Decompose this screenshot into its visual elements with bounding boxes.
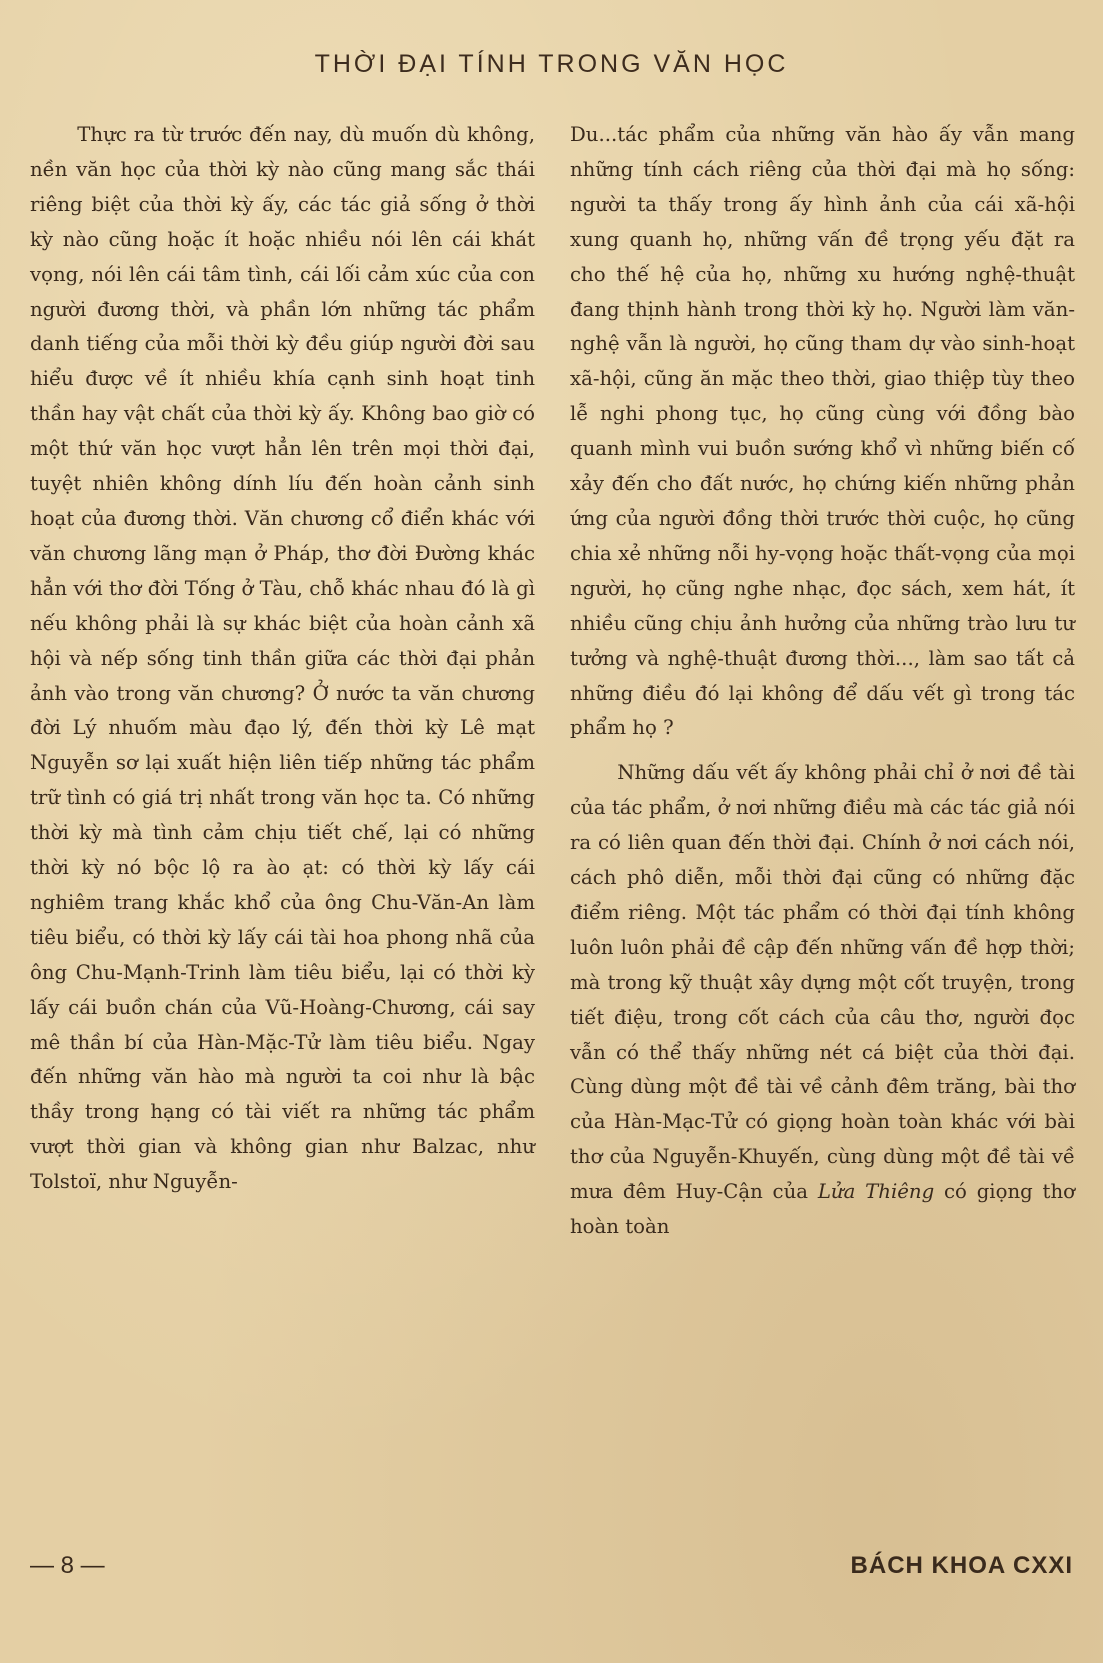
- running-header: THỜI ĐẠI TÍNH TRONG VĂN HỌC: [314, 50, 789, 78]
- page-number: — 8 —: [30, 1552, 105, 1579]
- paragraph: [570, 756, 1075, 1245]
- paragraph: Du...tác phẩm của những văn hào ấy vẫn mang những tính cách riêng của thời đại mà họ sống: người ta thấy trong ấy hình ảnh của cái xã-hội xung quanh họ, những vấn đề trọng yếu đặt ra cho thế hệ của họ, những xu hướng nghệ-thuật đang thịnh hành trong thời kỳ họ. Người làm văn-nghệ vẫn là người, họ cũng tham dự vào sinh-hoạt xã-hội, cũng ăn mặc theo thời, giao thiệp tùy theo lễ nghi phong tục, họ cũng cùng với đồng bào quanh mình vui buồn sướng khổ vì những biến cố xảy đến cho đất nước, họ chứng kiến những phản ứng của người đồng thời trước thời cuộc, họ cũng chia xẻ những nỗi hy-vọng hoặc thất-vọng của mọi người, họ cũng nghe nhạc, đọc sách, xem hát, ít nhiều cũng chịu ảnh hưởng của những trào lưu tư tưởng và nghệ-thuật đương thời..., làm sao tất cả những điều đó lại không để dấu vết gì trong tác phẩm họ ?: [570, 123, 1075, 740]
- paragraph: Thực ra từ trước đến nay, dù muốn dù không, nền văn học của thời kỳ nào cũng mang sắc thái riêng biệt của thời kỳ ấy, các tác giả sống ở thời kỳ nào cũng hoặc ít hoặc nhiều nói lên cái khát vọng, nói lên cái tâm tình, cái lối cảm xúc của con người đương thời, và phần lớn những tác phẩm danh tiếng của mỗi thời kỳ đều giúp người đời sau hiểu được về ít nhiều khía cạnh sinh hoạt tinh thần hay vật chất của thời kỳ ấy. Không bao giờ có một thứ văn học vượt hẳn lên trên mọi thời đại, tuyệt nhiên không dính líu đến hoàn cảnh sinh hoạt của đương thời. Văn chương cổ điển khác với văn chương lãng mạn ở Pháp, thơ đời Đường khác hẳn với thơ đời Tống ở Tàu, chỗ khác nhau đó là gì nếu không phải là sự khác biệt của hoàn cảnh xã hội và nếp sống tinh thần giữa các thời đại phản ảnh vào trong văn chương? Ở nước ta văn chương đời Lý nhuốm màu đạo lý, đến thời kỳ Lê mạt Nguyễn sơ lại xuất hiện liên tiếp những tác phẩm trữ tình có giá trị nhất trong văn học ta. Có những thời kỳ mà tình cảm chịu tiết chế, lại có những thời kỳ nó bộc lộ ra ào ạt: có thời kỳ lấy cái nghiêm trang khắc khổ của ông Chu-Văn-An làm tiêu biểu, có thời kỳ lấy cái tài hoa phong nhã của ông Chu-Mạnh-Trinh làm tiêu biểu, lại có thời kỳ lấy cái buồn chán của Vũ-Hoàng-Chương, cái say mê thần bí của Hàn-Mặc-Tử làm tiêu biểu. Ngay đến những văn hào mà người ta coi như là bậc thầy trong hạng có tài viết ra những tác phẩm vượt thời gian và không gian như Balzac, như Tolstoï, như Nguyễn-: [30, 123, 535, 1194]
- book-title: Lửa Thiêng: [817, 1180, 935, 1204]
- publication-name: BÁCH KHOA CXXI: [850, 1552, 1073, 1579]
- left-column: [30, 118, 535, 1200]
- paragraph-text: Những dấu vết ấy không phải chỉ ở nơi đề tài của tác phẩm, ở nơi những điều mà các tác giả nói ra có liên quan đến thời đại. Chính ở nơi cách nói, cách phô diễn, mỗi thời đại cũng có những đặc điểm riêng. Một tác phẩm có thời đại tính không luôn luôn phải đề cập đến những vấn đề hợp thời; mà trong kỹ thuật xây dựng một cốt truyện, trong tiết điệu, trong cốt cách của câu thơ, người đọc vẫn có thể thấy những nét cá biệt của thời đại. Cùng dùng một đề tài về cảnh đêm trăng, bài thơ của Hàn-Mạc-Tử có giọng hoàn toàn khác với bài thơ của Nguyễn-Khuyến, cùng dùng một đề tài về mưa đêm Huy-Cận của: [570, 761, 1075, 1204]
- right-column: [570, 118, 1075, 1245]
- paragraph-text: có giọng thơ hoàn toàn: [570, 1180, 1075, 1239]
